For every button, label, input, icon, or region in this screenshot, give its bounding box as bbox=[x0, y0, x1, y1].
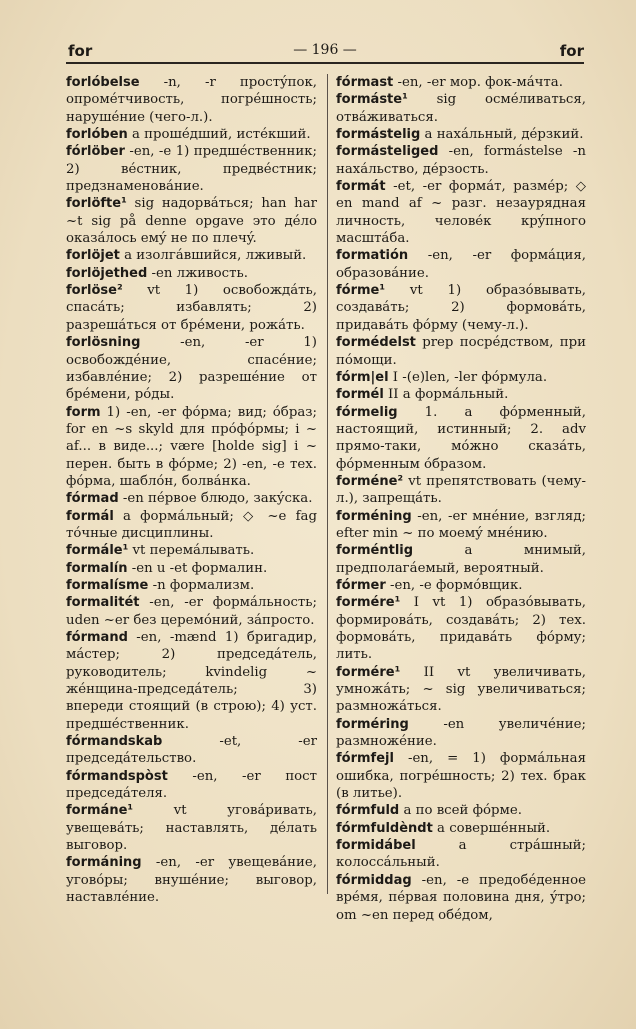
headword: formére¹ bbox=[336, 664, 401, 680]
definition: -en, -mænd 1) бригадир, мáстер; 2) председáтель, руководитель; kvindelig ~ жéнщина-председáтель; 3) впереди стоящий (в строю); 4) уст. предшéственник. bbox=[66, 630, 317, 732]
definition: -n, -r простýпок, опромéтчивость, погрéшность; нарушéние (чего-л.). bbox=[66, 75, 317, 125]
dictionary-entry bbox=[336, 664, 586, 716]
definition: a формáльный; ◇ ~e fag тóчные дисциплины. bbox=[66, 508, 317, 541]
definition: 1. a фóрменный, настоящий, истинный; 2. adv прямо-таки, мóжно сказáть, фóрменным óбразом. bbox=[336, 404, 586, 472]
headword: formalísme bbox=[66, 577, 149, 593]
headword: form bbox=[66, 404, 101, 420]
headword: fórmand bbox=[66, 630, 128, 645]
headword: fórmfejl bbox=[336, 751, 394, 767]
definition: II a формáльный. bbox=[383, 387, 509, 403]
headword: formáste¹ bbox=[336, 92, 408, 108]
definition: a нахáльный, дéрзкий. bbox=[420, 127, 584, 143]
dictionary-entry bbox=[336, 872, 586, 924]
headword: formatión bbox=[336, 248, 409, 264]
definition: -et, -er формáт, размéр; ◇ en mand af ~ разг. незаурядная личность, человéк крýпного масштáба. bbox=[336, 179, 586, 247]
definition: -en, -er мнéние, взгляд; efter min ~ по моемý мнéнию. bbox=[336, 508, 586, 541]
dictionary-entry bbox=[336, 334, 586, 369]
dictionary-entry bbox=[66, 542, 317, 559]
headword: fórme¹ bbox=[336, 283, 386, 299]
headword: fórmiddag bbox=[336, 872, 412, 888]
headword: formalitét bbox=[66, 595, 140, 611]
headword: forlöfte¹ bbox=[66, 196, 127, 212]
running-head-left: for bbox=[68, 42, 93, 60]
dictionary-entry bbox=[336, 386, 586, 403]
headword: formásteliged bbox=[336, 144, 439, 160]
dictionary-entry bbox=[336, 404, 586, 473]
dictionary-entry bbox=[336, 716, 586, 751]
headword: forlóben bbox=[66, 127, 128, 143]
dictionary-entry bbox=[66, 854, 317, 906]
definition: -en, -er пост председáтеля. bbox=[66, 768, 317, 802]
dictionary-entry bbox=[66, 768, 317, 803]
dictionary-entry bbox=[66, 74, 317, 126]
definition: -en, -er 1) освобождéние, спасéние; избавлéние; 2) разрешéние от брéмени, рóды. bbox=[66, 335, 317, 403]
headword: formére¹ bbox=[336, 595, 401, 611]
headword: forlösning bbox=[66, 335, 141, 351]
headword: forlöjethed bbox=[66, 265, 148, 281]
dictionary-entry bbox=[336, 542, 586, 577]
definition: -en лживость. bbox=[147, 265, 248, 281]
dictionary-entry bbox=[66, 802, 317, 854]
definition: -en, -er формáция, образовáние. bbox=[336, 248, 586, 281]
dictionary-entry bbox=[336, 91, 586, 126]
page-header bbox=[66, 40, 584, 64]
dictionary-entry bbox=[336, 126, 586, 143]
left-column bbox=[66, 74, 317, 907]
headword: forméring bbox=[336, 716, 409, 732]
dictionary-entry bbox=[336, 282, 586, 334]
definition: -en, formástelse -n нахáльство, дéрзость. bbox=[336, 144, 586, 177]
definition: -en, -er увещевáние, уговóры; внушéние; выговор, наставлéние. bbox=[66, 855, 317, 906]
definition: sig осмéливаться, отвáживаться. bbox=[336, 92, 586, 125]
dictionary-entry bbox=[336, 178, 586, 247]
dictionary-entry bbox=[336, 143, 586, 178]
definition: -en, -er формáльность; uden ~er без церемóний, зáпросто. bbox=[66, 595, 317, 628]
headword: forméntlig bbox=[336, 543, 414, 559]
dictionary-entry bbox=[66, 143, 317, 195]
headword: fórmast bbox=[336, 75, 394, 90]
headword: fórmelig bbox=[336, 404, 398, 420]
definition: prep посрéдством, при пóмощи. bbox=[336, 335, 586, 368]
headword: fórmer bbox=[336, 577, 386, 593]
definition: -en, -e 1) предшéственник; 2) вéстник, предвéстник; предзнаменовáние. bbox=[66, 144, 317, 195]
dictionary-entry bbox=[336, 508, 586, 543]
headword: formédelst bbox=[336, 335, 416, 351]
headword: forméning bbox=[336, 508, 412, 524]
dictionary-entry bbox=[66, 247, 317, 264]
column-divider bbox=[327, 74, 328, 894]
headword: forméne² bbox=[336, 473, 404, 489]
definition: a прошéдший, истéкший. bbox=[127, 127, 311, 143]
definition: -n формализм. bbox=[148, 577, 255, 593]
dictionary-entry bbox=[66, 490, 317, 507]
headword: formál bbox=[66, 508, 114, 524]
headword: formále¹ bbox=[66, 543, 129, 559]
dictionary-entry bbox=[66, 577, 317, 594]
dictionary-entry bbox=[66, 733, 317, 768]
definition: -en, -e формóвщик. bbox=[385, 577, 523, 593]
dictionary-entry bbox=[336, 802, 586, 819]
dictionary-entry bbox=[66, 334, 317, 403]
dictionary-entry bbox=[336, 473, 586, 508]
definition: sig надорвáться; han har ~t sig på denne opgave это дéло оказáлось емý не по плечý. bbox=[66, 196, 317, 247]
dictionary-entry bbox=[66, 126, 317, 143]
dictionary-entry bbox=[336, 594, 586, 663]
dictionary-entry bbox=[336, 577, 586, 594]
definition: -en, = 1) формáльная ошибка, погрéшность; 2) тех. брак (в литье). bbox=[336, 751, 586, 802]
dictionary-entry bbox=[66, 594, 317, 629]
right-column bbox=[336, 74, 586, 924]
dictionary-entry bbox=[336, 820, 586, 837]
definition: I vt 1) образóвывать, формировáть, создавáть; 2) тех. формовáть, придавáть фóрму; лить. bbox=[336, 595, 586, 663]
headword: formáning bbox=[66, 855, 142, 871]
definition: a стрáшный; колоссáльный. bbox=[336, 838, 586, 871]
headword: formidábel bbox=[336, 838, 416, 854]
headword: fórmad bbox=[66, 491, 119, 507]
definition: a изолгáвшийся, лживый. bbox=[119, 248, 307, 264]
headword: forlöse² bbox=[66, 283, 123, 299]
headword: forlöjet bbox=[66, 248, 120, 264]
headword: formalín bbox=[66, 560, 128, 576]
headword: formáne¹ bbox=[66, 803, 134, 819]
definition: 1) -en, -er фóрма; вид; óбраз; for en ~s skyld для прóфóрмы; i ~ af... в видe...; være [holde sig] i ~ перен. быть в фóрме; 2) -en, -e тех. фóрма, шаблóн, болвáнка. bbox=[66, 404, 317, 489]
dictionary-entry bbox=[336, 369, 586, 386]
definition: vt уговáривать, увещевáть; наставлять, дéлать выговор. bbox=[66, 803, 317, 854]
dictionary-entry bbox=[66, 195, 317, 247]
definition: -en, -e предобéденное врéмя, пéрвая половина дня, ýтро; om ~en перед обéдом, bbox=[336, 872, 586, 923]
running-head-right: for bbox=[559, 42, 584, 60]
definition: -en увеличéние; размножéние. bbox=[336, 716, 586, 750]
headword: fórlöber bbox=[66, 144, 125, 160]
dictionary-entry bbox=[336, 74, 586, 91]
headword: fórm|el bbox=[336, 369, 389, 385]
headword: fórmandskab bbox=[66, 734, 163, 750]
definition: a совершéнный. bbox=[432, 820, 551, 836]
definition: -en, -er мор. фок-мáчта. bbox=[393, 75, 563, 90]
headword: formél bbox=[336, 387, 384, 403]
page-number: — 196 — bbox=[293, 42, 357, 58]
definition: I -(e)len, -ler фóрмула. bbox=[388, 369, 548, 385]
definition: a по всей фóрме. bbox=[399, 803, 522, 819]
headword: fórmandspòst bbox=[66, 768, 168, 784]
headword: fórmfuldèndt bbox=[336, 820, 433, 836]
definition: II vt увеличивать, умножáть; ~ sig увеличиваться; размножáться. bbox=[336, 664, 586, 715]
definition: a мнимый, предполагáемый, вероятный. bbox=[336, 543, 586, 576]
headword: forlóbelse bbox=[66, 75, 140, 90]
headword: formát bbox=[336, 179, 386, 195]
definition: vt препятствовать (чему-л.), запрещáть. bbox=[336, 473, 586, 507]
definition: vt перемáлывать. bbox=[128, 543, 255, 559]
headword: fórmfuld bbox=[336, 803, 400, 819]
dictionary-entry bbox=[66, 508, 317, 543]
definition: vt 1) образóвывать, создавáть; 2) формовáть, придавáть фóрму (чему-л.). bbox=[336, 283, 586, 333]
dictionary-entry bbox=[66, 629, 317, 733]
dictionary-entry bbox=[336, 837, 586, 872]
headword: formástelig bbox=[336, 127, 421, 143]
dictionary-entry bbox=[66, 265, 317, 282]
dictionary-entry bbox=[66, 282, 317, 334]
dictionary-entry bbox=[336, 247, 586, 282]
dictionary-entry bbox=[66, 560, 317, 577]
definition: -et, -er председáтельство. bbox=[66, 734, 317, 767]
dictionary-entry bbox=[66, 404, 317, 491]
definition: -en пéрвое блюдо, закýска. bbox=[118, 491, 313, 507]
definition: vt 1) освобождáть, спасáть; избавлять; 2) разрешáться от брéмени, рожáть. bbox=[66, 283, 317, 333]
definition: -en u -et формалин. bbox=[127, 560, 268, 576]
dictionary-entry bbox=[336, 750, 586, 802]
